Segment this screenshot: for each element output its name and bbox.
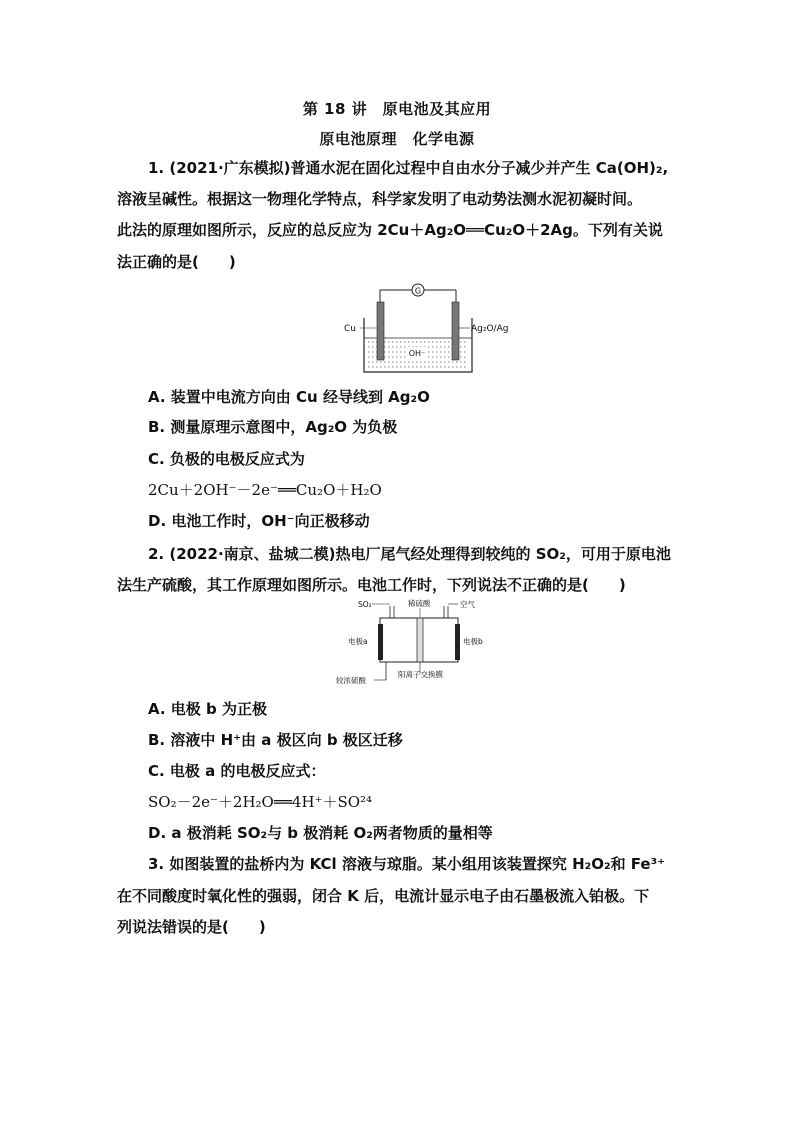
cu-label: Cu bbox=[344, 324, 356, 334]
q1-option-a: A. 装置中电流方向由 Cu 经导线到 Ag₂O bbox=[148, 388, 430, 406]
ag2o-label: Ag₂O/Ag bbox=[471, 324, 509, 334]
q1-line-2: 溶液呈碱性。根据这一物理化学特点，科学家发明了电动势法测水泥初凝时间。 bbox=[117, 190, 643, 208]
q1-option-c-equation: 2Cu＋2OH⁻－2e⁻══Cu₂O＋H₂O bbox=[148, 481, 382, 499]
so2-label: SO₂ bbox=[358, 600, 372, 609]
ion-exchange-membrane bbox=[417, 618, 423, 662]
q1-line-4: 法正确的是( ) bbox=[117, 253, 236, 271]
membrane-label: 阳离子交换膜 bbox=[398, 670, 443, 679]
q1-option-c: C. 负极的电极反应式为 bbox=[148, 450, 305, 468]
q2-option-a: A. 电极 b 为正极 bbox=[148, 700, 267, 718]
q1-option-b: B. 测量原理示意图中，Ag₂O 为负极 bbox=[148, 418, 398, 436]
q2-cell-diagram bbox=[332, 598, 492, 690]
air-label: 空气 bbox=[460, 600, 475, 609]
electrode-a-label: 电极a bbox=[348, 637, 368, 646]
conc-acid-label: 较浓硫酸 bbox=[336, 676, 366, 685]
chapter-title: 第 18 讲 原电池及其应用 bbox=[302, 100, 492, 118]
dilute-acid-label: 稀硫酸 bbox=[408, 599, 431, 608]
q1-option-d: D. 电池工作时，OH⁻向正极移动 bbox=[148, 512, 370, 530]
q2-line-1: 2. (2022·南京、盐城二模)热电厂尾气经处理得到较纯的 SO₂，可用于原电池 bbox=[148, 545, 671, 563]
q3-line-3: 列说法错误的是( ) bbox=[117, 918, 266, 936]
electrode-a bbox=[378, 624, 383, 660]
ag2o-electrode bbox=[452, 302, 459, 360]
q2-option-b: B. 溶液中 H⁺由 a 极区向 b 极区迁移 bbox=[148, 731, 403, 749]
q2-option-c: C. 电极 a 的电极反应式： bbox=[148, 762, 326, 780]
q1-line-1: 1. (2021·广东模拟)普通水泥在固化过程中自由水分子减少并产生 Ca(OH)₂, bbox=[148, 159, 669, 177]
q2-line-2: 法生产硫酸，其工作原理如图所示。电池工作时，下列说法不正确的是( ) bbox=[117, 576, 626, 594]
meter-label: G bbox=[414, 286, 422, 296]
section-title: 原电池原理 化学电源 bbox=[319, 130, 475, 148]
ion-label: OH⁻ bbox=[408, 349, 426, 358]
q1-line-3: 此法的原理如图所示，反应的总反应为 2Cu＋Ag₂O══Cu₂O＋2Ag。下列有关说 bbox=[117, 221, 663, 239]
electrode-b-label: 电极b bbox=[463, 637, 483, 646]
q3-line-2: 在不同酸度时氧化性的强弱，闭合 K 后，电流计显示电子由石墨极流入铂极。下 bbox=[117, 887, 650, 905]
electrode-b bbox=[455, 624, 460, 660]
q2-option-d: D. a 极消耗 SO₂与 b 极消耗 O₂两者物质的量相等 bbox=[148, 824, 493, 842]
q3-line-1: 3. 如图装置的盐桥内为 KCl 溶液与琼脂。某小组用该装置探究 H₂O₂和 Fe³⁺ bbox=[148, 855, 666, 873]
q2-option-c-equation: SO₂－2e⁻＋2H₂O══4H⁺＋SO²⁴ bbox=[148, 793, 373, 811]
q1-cell-diagram bbox=[340, 280, 520, 380]
cu-electrode bbox=[377, 302, 384, 360]
